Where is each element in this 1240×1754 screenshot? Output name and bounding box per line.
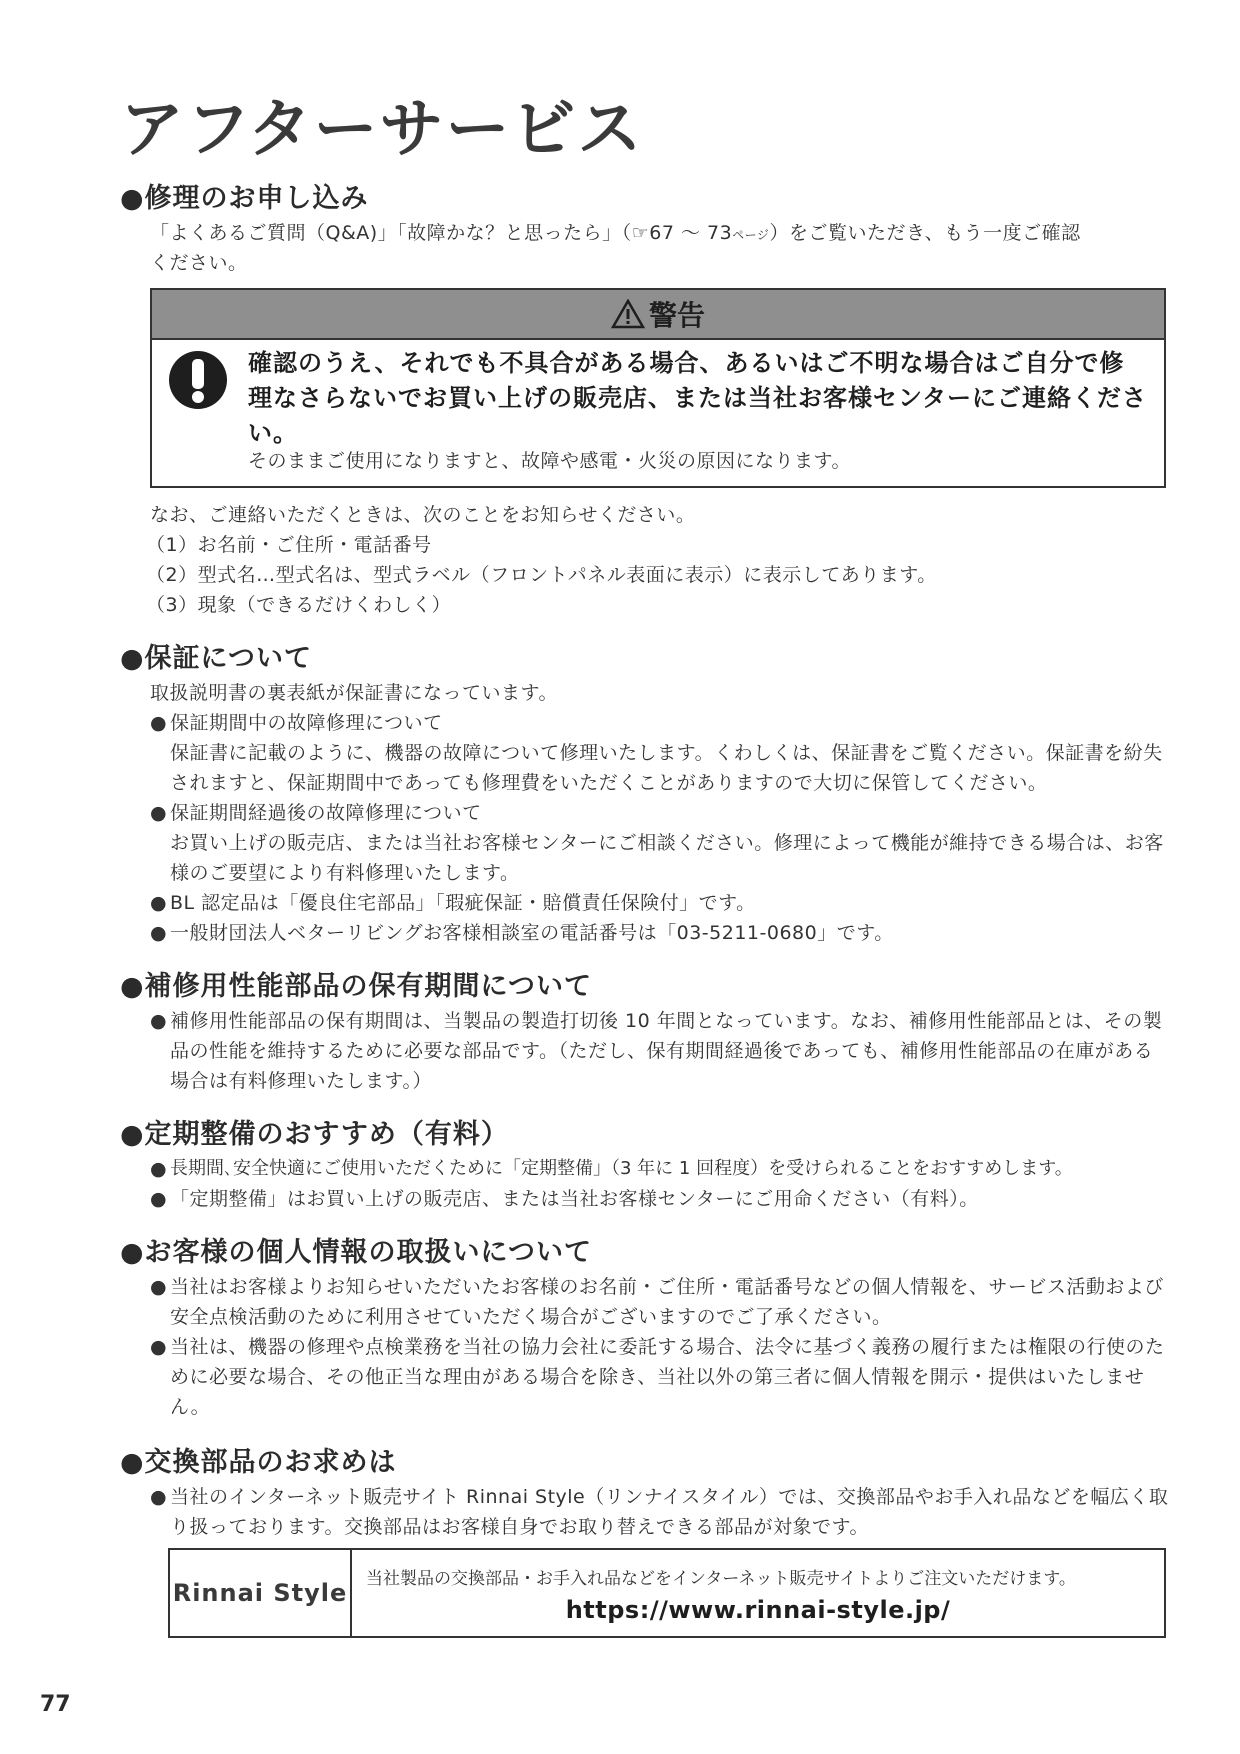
privacy-item-text: 当社はお客様よりお知らせいただいたお客様のお名前・ご住所・電話番号などの個人情報を、サービス活動および安全点検活動のために利用させていただく場合がございますのでご了承ください。 <box>170 1276 1164 1328</box>
page-title: アフターサービス <box>120 93 644 167</box>
rinnai-style-box <box>168 1548 1166 1638</box>
bullet-icon: ● <box>150 892 168 914</box>
rinnai-style-url-link[interactable]: https://www.rinnai-style.jp/ <box>565 1596 951 1624</box>
warranty-item-in-period <box>150 708 1170 798</box>
warranty-item-title: 保証期間中の故障修理について <box>170 712 443 734</box>
privacy-item-text: 当社は、機器の修理や点検業務を当社の協力会社に委託する場合、法令に基づく義務の履行または権限の行使のために必要な場合、その他正当な理由がある場合を除き、当社以外の第三者に個人情報を開示・提供はいたしません。 <box>170 1336 1165 1418</box>
bullet-icon: ● <box>150 1188 168 1210</box>
repair-ref-pages: 67 ～ 73 <box>649 222 733 244</box>
section-heading-maintenance: ●定期整備のおすすめ（有料） <box>120 1119 509 1150</box>
bullet-icon: ● <box>150 1276 168 1298</box>
bullet-icon: ● <box>150 1158 168 1180</box>
warranty-item-bl <box>150 888 1170 918</box>
exclamation-icon <box>168 350 228 410</box>
maintenance-item-text: 「定期整備」はお買い上げの販売店、または当社お客様センターにご用命ください（有料）。 <box>170 1188 979 1210</box>
warranty-item-body: 保証書に記載のように、機器の故障について修理いたします。くわしくは、保証書をご覧ください。保証書を紛失されますと、保証期間中であっても修理費をいただくことがありますので大切に保管してください。 <box>170 742 1163 794</box>
section-heading-warranty: ●保証について <box>120 643 313 674</box>
warning-main-text: 確認のうえ、それでも不具合がある場合、あるいはご不明な場合はご自分で修理なさらないでお買い上げの販売店、または当社お客様センターにご連絡ください。 <box>248 349 1148 447</box>
warranty-phone-text: 一般財団法人ベターリビングお客様相談室の電話番号は「03-5211-0680」です。 <box>170 922 894 944</box>
warning-header <box>152 290 1164 340</box>
bullet-icon: ● <box>150 1336 168 1358</box>
warranty-bl-text: BL 認定品は「優良住宅部品」「瑕疵保証・賠償責任保険付」です。 <box>170 892 756 914</box>
section-heading-purchase: ●交換部品のお求めは <box>120 1447 397 1478</box>
maintenance-item <box>150 1184 1170 1214</box>
repair-intro-text-b: ）をご覧いただき、もう一度ご確認 <box>769 222 1081 244</box>
repair-intro-line2: ください。 <box>150 252 248 274</box>
reference-pointer-icon: ☞ <box>631 222 650 244</box>
bullet-icon: ● <box>150 1010 168 1032</box>
warning-triangle-icon <box>611 299 645 329</box>
privacy-item <box>150 1272 1170 1332</box>
contact-item: （3）現象（できるだけくわしく） <box>146 594 452 616</box>
bullet-icon: ● <box>150 712 168 734</box>
warning-title: 警告 <box>648 299 705 332</box>
bullet-icon: ● <box>150 922 168 944</box>
page-number: 77 <box>40 1692 71 1717</box>
parts-item-text: 補修用性能部品の保有期間は、当製品の製造打切後 10 年間となっています。なお、補修用性能部品とは、その製品の性能を維持するために必要な部品です。（ただし、保有期間経過後であっても、補修用性能部品の在庫がある場合は有料修理いたします。） <box>170 1010 1163 1092</box>
rinnai-style-info <box>352 1550 1164 1636</box>
section-heading-parts: ●補修用性能部品の保有期間について <box>120 971 593 1002</box>
contact-item: （2）型式名…型式名は、型式ラベル（フロントパネル表面に表示）に表示してあります。 <box>146 564 937 586</box>
warranty-item-body: お買い上げの販売店、または当社お客様センターにご相談ください。修理によって機能が維持できる場合は、お客様のご要望により有料修理いたします。 <box>170 832 1164 884</box>
warranty-item-after-period <box>150 798 1170 888</box>
parts-item <box>150 1006 1170 1096</box>
section-heading-repair: ●修理のお申し込み <box>120 183 369 214</box>
purchase-item-text: 当社のインターネット販売サイト Rinnai Style（リンナイスタイル）では、交換部品やお手入れ品などを幅広く取り扱っております。交換部品はお客様自身でお取り替えできる部品が対象です。 <box>170 1486 1169 1538</box>
rinnai-style-logo: Rinnai Style <box>170 1550 352 1636</box>
repair-intro-line1 <box>150 218 1081 250</box>
bullet-icon: ● <box>150 802 168 824</box>
maintenance-item-text: 長期間､安全快適にご使用いただくために「定期整備」（3 年に 1 回程度）を受けられることをおすすめします。 <box>170 1158 1073 1179</box>
warning-box <box>150 288 1166 488</box>
repair-intro-text-a: 「よくあるご質問（Q&A)」「故障かな？と思ったら」（ <box>150 222 632 244</box>
privacy-item <box>150 1332 1170 1422</box>
contact-item: （1）お名前・ご住所・電話番号 <box>146 534 432 556</box>
bullet-icon: ● <box>150 1486 168 1508</box>
warning-note: そのままご使用になりますと、故障や感電・火災の原因になります。 <box>248 450 851 472</box>
warranty-item-phone <box>150 918 1170 948</box>
warranty-intro: 取扱説明書の裏表紙が保証書になっています。 <box>150 682 558 704</box>
section-heading-privacy: ●お客様の個人情報の取扱いについて <box>120 1237 593 1268</box>
maintenance-item <box>150 1154 1170 1184</box>
repair-ref-page-unit: ページ <box>732 228 770 242</box>
rinnai-style-description: 当社製品の交換部品・お手入れ品などをインターネット販売サイトよりご注文いただけます。 <box>366 1569 1076 1589</box>
warranty-item-title: 保証期間経過後の故障修理について <box>170 802 482 824</box>
contact-intro: なお、ご連絡いただくときは、次のことをお知らせください。 <box>150 504 696 526</box>
purchase-item <box>150 1482 1170 1542</box>
